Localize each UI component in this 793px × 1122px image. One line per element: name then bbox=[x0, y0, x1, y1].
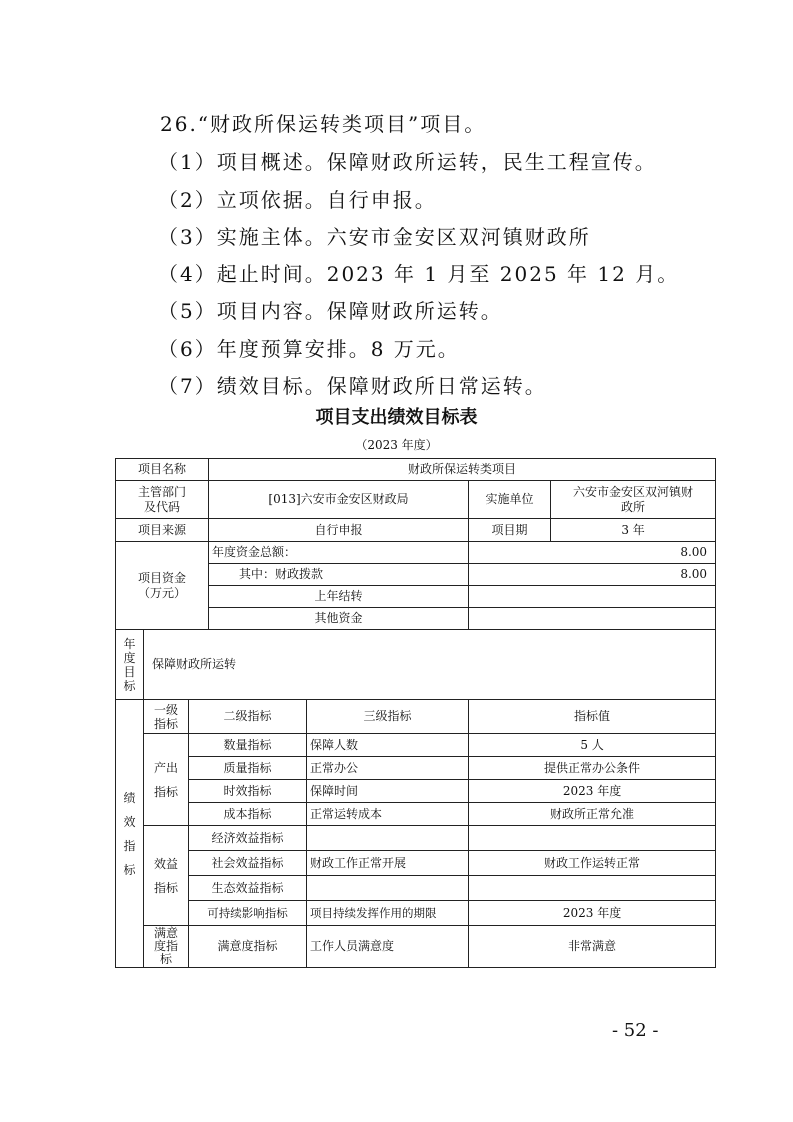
level2-header: 二级指标 bbox=[189, 700, 307, 734]
project-name-label: 项目名称 bbox=[116, 459, 209, 481]
satisfaction-indicator-label bbox=[144, 926, 189, 968]
output-level2: 数量指标 bbox=[189, 734, 307, 757]
funds-fiscal-label: 其中：财政拨款 bbox=[209, 564, 469, 586]
annual-goal-label-char: 度 bbox=[123, 650, 136, 665]
annual-goal-label-char: 年 bbox=[123, 636, 136, 651]
satisfaction-label-line: 标 bbox=[159, 952, 172, 966]
funds-carryover-label: 上年结转 bbox=[209, 586, 469, 608]
table-row bbox=[116, 734, 716, 757]
level1-header-line2: 指标 bbox=[153, 716, 178, 731]
paragraph-line-8: （7）绩效目标。保障财政所日常运转。 bbox=[158, 374, 547, 398]
table-row bbox=[116, 901, 716, 926]
output-level3: 保障人数 bbox=[307, 734, 469, 757]
paragraph-line-3: （2）立项依据。自行申报。 bbox=[158, 188, 437, 212]
funds-other-value bbox=[469, 608, 716, 630]
funds-label-line2: （万元） bbox=[138, 585, 187, 600]
benefit-label-line1: 效益 bbox=[153, 856, 178, 871]
table-row bbox=[116, 519, 716, 542]
benefit-level2: 可持续影响指标 bbox=[189, 901, 307, 926]
output-label-line2: 指标 bbox=[153, 784, 178, 799]
table-row bbox=[116, 780, 716, 803]
output-level3: 正常办公 bbox=[307, 757, 469, 780]
table-title: 项目支出绩效目标表 bbox=[315, 407, 478, 428]
paragraph-line-6: （5）项目内容。保障财政所运转。 bbox=[158, 299, 503, 323]
satisfaction-label-line: 满意 bbox=[153, 926, 178, 940]
table-row bbox=[116, 757, 716, 780]
paragraph-line-1: 26.“财政所保运转类项目”项目。 bbox=[160, 112, 487, 136]
paragraph-line-5: （4）起止时间。2023 年 1 月至 2025 年 12 月。 bbox=[158, 262, 680, 286]
impl-value-line2: 政所 bbox=[621, 499, 646, 514]
output-label-line1: 产出 bbox=[153, 760, 178, 775]
output-level3: 保障时间 bbox=[307, 780, 469, 803]
table-row bbox=[116, 803, 716, 826]
satisfaction-value: 非常满意 bbox=[469, 926, 716, 968]
paragraph-line-7: （6）年度预算安排。8 万元。 bbox=[158, 337, 460, 361]
table-row bbox=[116, 700, 716, 734]
source-label: 项目来源 bbox=[116, 519, 209, 542]
benefit-value bbox=[469, 826, 716, 851]
dept-value: [013]六安市金安区财政局 bbox=[209, 481, 469, 519]
table-row bbox=[116, 542, 716, 564]
funds-carryover-value bbox=[469, 586, 716, 608]
impl-value bbox=[551, 481, 716, 519]
table-row bbox=[116, 926, 716, 968]
funds-label-line1: 项目资金 bbox=[138, 570, 187, 585]
impl-label: 实施单位 bbox=[469, 481, 551, 519]
annual-goal-text: 保障财政所运转 bbox=[144, 630, 716, 700]
output-value: 提供正常办公条件 bbox=[469, 757, 716, 780]
benefit-level3 bbox=[307, 876, 469, 901]
benefit-value: 财政工作运转正常 bbox=[469, 851, 716, 876]
perf-label-char: 指 bbox=[123, 838, 136, 853]
output-indicator-label bbox=[144, 734, 189, 826]
perf-label-char: 标 bbox=[123, 862, 136, 877]
benefit-level2: 经济效益指标 bbox=[189, 826, 307, 851]
perf-label-char: 绩 bbox=[123, 790, 136, 805]
funds-fiscal-value: 8.00 bbox=[469, 564, 716, 586]
output-level2: 时效指标 bbox=[189, 780, 307, 803]
level3-header: 三级指标 bbox=[307, 700, 469, 734]
output-value: 财政所正常允准 bbox=[469, 803, 716, 826]
benefit-level2: 生态效益指标 bbox=[189, 876, 307, 901]
output-level2: 质量指标 bbox=[189, 757, 307, 780]
table-row bbox=[116, 826, 716, 851]
impl-value-line1: 六安市金安区双河镇财 bbox=[573, 484, 694, 499]
paragraph-line-4: （3）实施主体。六安市金安区双河镇财政所 bbox=[158, 225, 591, 249]
level1-header-line1: 一级 bbox=[153, 702, 178, 717]
output-value: 5 人 bbox=[469, 734, 716, 757]
benefit-level3: 财政工作正常开展 bbox=[307, 851, 469, 876]
satisfaction-level2: 满意度指标 bbox=[189, 926, 307, 968]
value-header: 指标值 bbox=[469, 700, 716, 734]
benefit-value bbox=[469, 876, 716, 901]
table-row bbox=[116, 876, 716, 901]
output-value: 2023 年度 bbox=[469, 780, 716, 803]
dept-label-line1: 主管部门 bbox=[138, 484, 187, 499]
funds-other-label: 其他资金 bbox=[209, 608, 469, 630]
table-subtitle: （2023 年度） bbox=[355, 438, 438, 452]
annual-goal-label-char: 标 bbox=[123, 678, 136, 693]
output-level2: 成本指标 bbox=[189, 803, 307, 826]
satisfaction-level3: 工作人员满意度 bbox=[307, 926, 469, 968]
annual-goal-label-char: 目 bbox=[123, 664, 136, 679]
page-number: - 52 - bbox=[612, 1020, 659, 1041]
benefit-level3: 项目持续发挥作用的期限 bbox=[307, 901, 469, 926]
perf-indicator-label bbox=[116, 700, 144, 968]
performance-target-table bbox=[115, 458, 716, 968]
funds-total-label: 年度资金总额： bbox=[209, 542, 469, 564]
benefit-value: 2023 年度 bbox=[469, 901, 716, 926]
table-row bbox=[116, 851, 716, 876]
benefit-level3 bbox=[307, 826, 469, 851]
table-row bbox=[116, 459, 716, 481]
level1-header bbox=[144, 700, 189, 734]
period-label: 项目期 bbox=[469, 519, 551, 542]
perf-label-char: 效 bbox=[123, 814, 136, 829]
benefit-indicator-label bbox=[144, 826, 189, 926]
paragraph-line-2: （1）项目概述。保障财政所运转，民生工程宣传。 bbox=[158, 150, 657, 174]
annual-goal-label bbox=[116, 630, 144, 700]
satisfaction-label-line: 度指 bbox=[153, 939, 178, 953]
table-row bbox=[116, 481, 716, 519]
benefit-level2: 社会效益指标 bbox=[189, 851, 307, 876]
funds-label bbox=[116, 542, 209, 630]
dept-label-line2: 及代码 bbox=[144, 499, 181, 514]
project-name-value: 财政所保运转类项目 bbox=[209, 459, 716, 481]
table-row bbox=[116, 630, 716, 700]
funds-total-value: 8.00 bbox=[469, 542, 716, 564]
dept-label bbox=[116, 481, 209, 519]
output-level3: 正常运转成本 bbox=[307, 803, 469, 826]
benefit-label-line2: 指标 bbox=[153, 880, 178, 895]
period-value: 3 年 bbox=[551, 519, 716, 542]
source-value: 自行申报 bbox=[209, 519, 469, 542]
